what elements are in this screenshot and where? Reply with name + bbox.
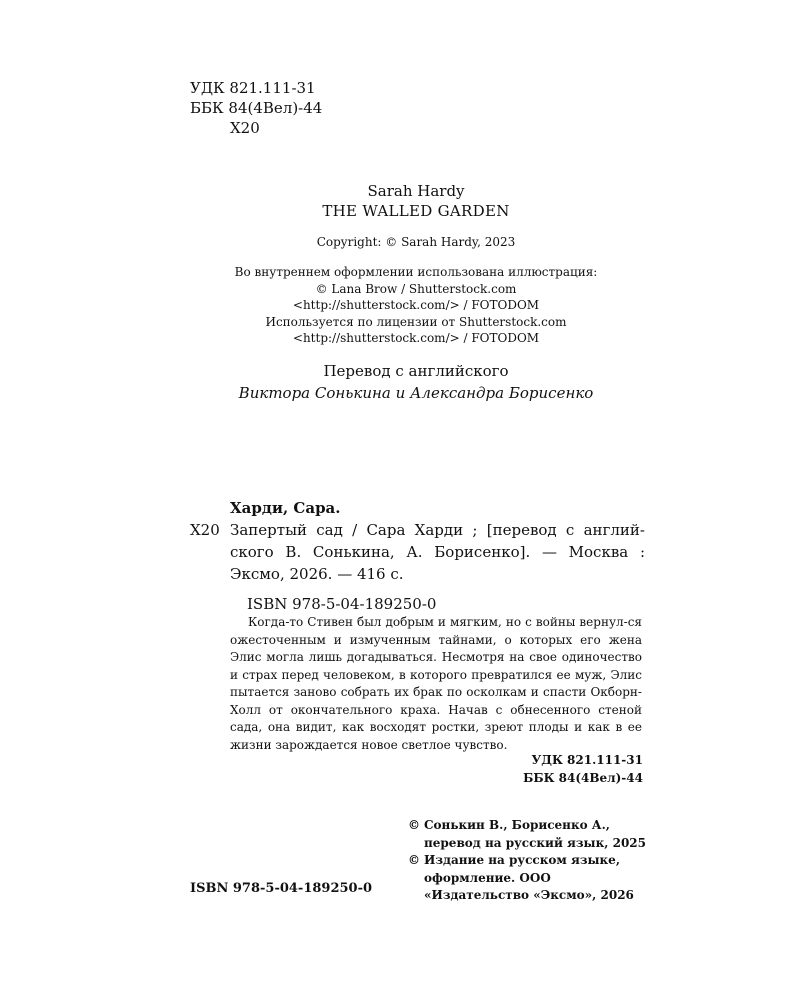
- record-author-heading: Харди, Сара.: [230, 499, 341, 517]
- footer-bbk: ББК 84(4Вел)-44: [523, 771, 643, 785]
- original-copyright: Copyright: © Sarah Hardy, 2023: [316, 235, 516, 249]
- copyright-text: Издание на русском языке, оформление. ООО «Издательство «Эксмо», 2026: [424, 853, 634, 902]
- copyright-item: [408, 817, 648, 852]
- credit-line: <http://shutterstock.com/> / FOTODOM: [292, 298, 540, 313]
- classification-block: [190, 78, 322, 138]
- footer-udk: УДК 821.111-31: [531, 753, 643, 767]
- translation-label: Перевод с английского: [323, 362, 509, 380]
- translators: Виктора Сонькина и Александра Борисенко: [238, 384, 594, 402]
- credit-line: Во внутреннем оформлении использована иллюстрация:: [234, 265, 598, 279]
- classification-footer: [470, 751, 643, 787]
- author-sign: Х20: [230, 119, 260, 137]
- copyright-text: Сонькин В., Борисенко А., перевод на русский язык, 2025: [424, 818, 646, 850]
- record-code: Х20: [190, 521, 220, 539]
- isbn-bottom: ISBN 978-5-04-189250-0: [190, 881, 373, 896]
- translation-block: [0, 360, 800, 404]
- record-description: Запертый сад / Сара Харди ; [перевод с англий-ского В. Сонькина, А. Борисенко]. — Москва : Эксмо, 2026. — 416 с.: [230, 521, 645, 583]
- original-title: THE WALLED GARDEN: [322, 202, 510, 220]
- copyright-symbol: ©: [408, 853, 420, 867]
- original-author: Sarah Hardy: [367, 182, 465, 200]
- copyright-notices: [408, 817, 648, 905]
- copyright-symbol: ©: [408, 818, 420, 832]
- copyright-item: [408, 852, 648, 905]
- credit-line: © Lana Brow / Shutterstock.com: [315, 281, 517, 296]
- annotation: Когда-то Стивен был добрым и мягким, но с войны вернул-ся ожесточенным и измученным тайнами, о которых его жена Элис могла лишь догадываться. Несмотря на свое одиночество и страх перед человеком, в которого превратился ее муж, Элис пытается заново собрать их брак по осколкам и спасти Окборн-Холл от окончательного краха. Начав с обнесенного стеной сада, она видит, как восходят ростки, зреют плоды и как в ее жизни зарождается новое светлое чувство.: [230, 615, 642, 752]
- record-isbn: ISBN 978-5-04-189250-0: [247, 595, 437, 613]
- bbk-code: ББК 84(4Вел)-44: [190, 99, 323, 117]
- record-entry: [190, 519, 645, 585]
- udk-code: УДК 821.111-31: [190, 79, 316, 97]
- credit-line: <http://shutterstock.com/> / FOTODOM: [292, 331, 540, 346]
- credit-line: Используется по лицензии от Shutterstock.com: [265, 314, 567, 329]
- illustration-credits: [0, 264, 800, 347]
- catalog-record: [190, 497, 645, 615]
